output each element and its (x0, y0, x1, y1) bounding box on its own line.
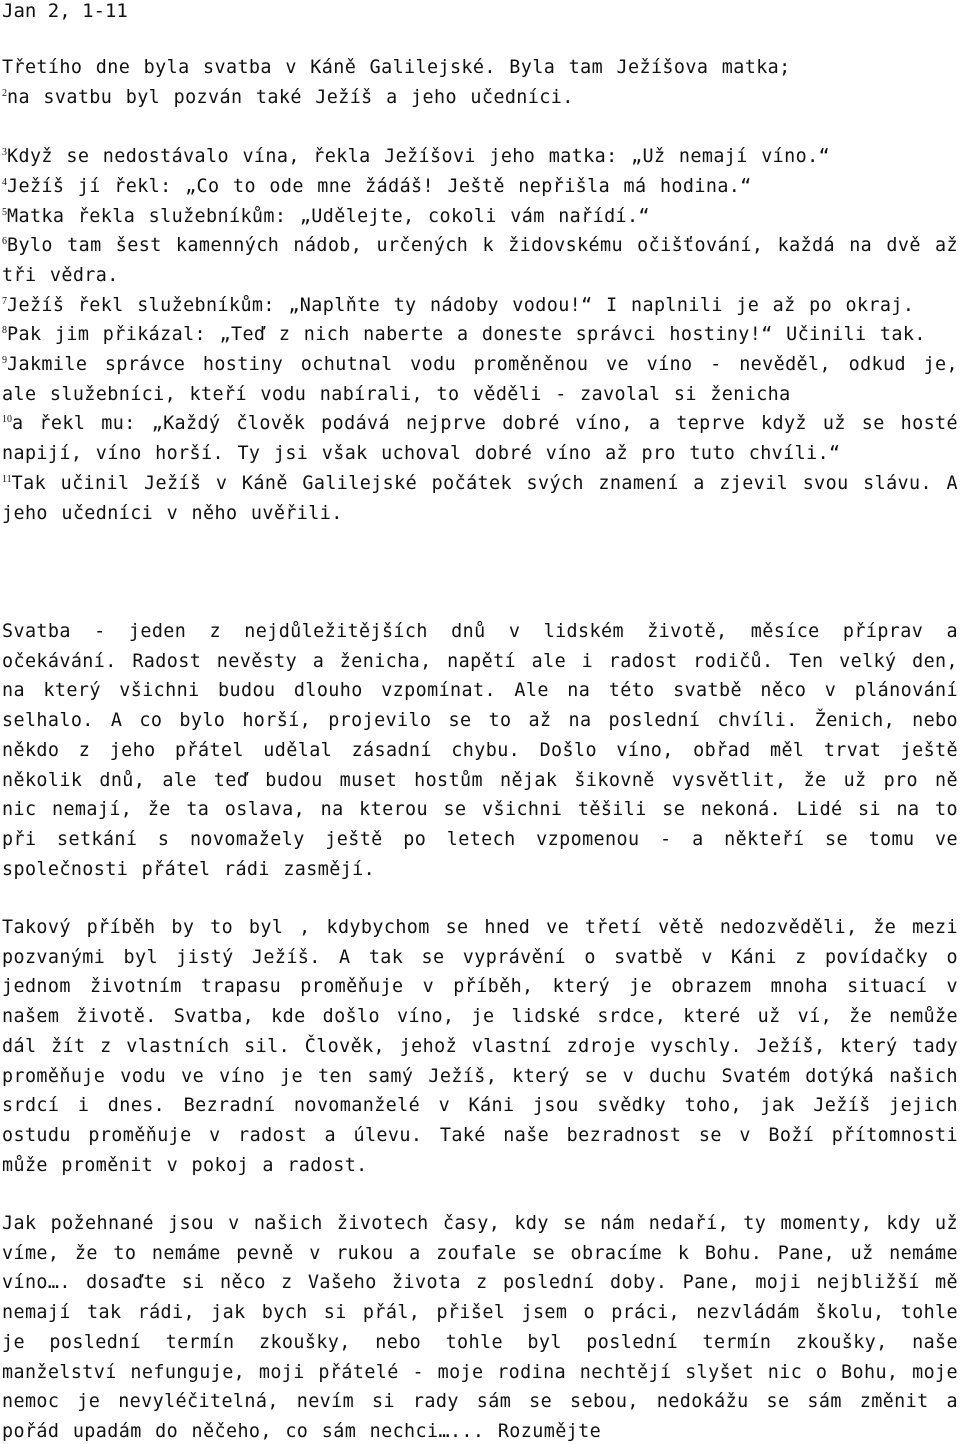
verse-text: a řekl mu: „Každý člověk podává nejprve dobré víno, a teprve když už se hosté napijí, víno horší. Ty jsi však uchoval dobré víno až pro tuto chvíli.“ (2, 413, 958, 465)
verse-text: Když se nedostávalo vína, řekla Ježíšovi jeho matka: „Už nemají víno.“ (7, 146, 831, 168)
verse-1 (2, 53, 958, 83)
verse-11 (2, 469, 958, 528)
verse-number: 7 (2, 295, 7, 307)
verse-10 (2, 409, 958, 468)
verse-text: Matka řekla služebníkům: „Udělejte, cokoli vám nařídí.“ (7, 205, 650, 227)
scripture-reference: Jan 2, 1-11 (2, 0, 128, 22)
commentary-paragraph-2: Takový příběh by to byl , kdybychom se hned ve třetí větě nedozvěděli, že mezi pozvanými byl jistý Ježíš. A tak se vyprávění o svatbě v Káni z povídačky o jednom životním trapasu proměňuje v příběh, který je obrazem mnoha situací v našem životě. Svatba, kde došlo víno, je lidské srdce, které už ví, že nemůže dál žít z vlastních sil. Člověk, jehož vlastní zdroje vyschly. Ježíš, který tady proměňuje vodu ve víno je ten samý Ježíš, který se v duchu Svatém dotýká našich srdcí i dnes. Bezradní novomanželé v Káni jsou svědky toho, jak Ježíš jejich ostudu proměňuje v radost a úlevu. Také naše bezradnost se v Boží přítomnosti může proměnit v pokoj a radost. (2, 917, 958, 1176)
verse-8 (2, 320, 958, 350)
verse-text: na svatbu byl pozván také Ježíš a jeho učedníci. (7, 86, 574, 108)
verse-4 (2, 172, 958, 202)
verse-text: Ježíš jí řekl: „Co to ode mne žádáš! Ještě nepřišla má hodina.“ (7, 175, 752, 197)
verse-2 (2, 83, 958, 113)
verse-7 (2, 291, 958, 321)
verse-6 (2, 231, 958, 290)
commentary-paragraph-3: Jak požehnané jsou v našich životech časy, kdy se nám nedaří, ty momenty, kdy už víme, že to nemáme pevně v rukou a zoufale se obracíme k Bohu. Pane, už nemáme víno…. dosaďte si něco z Vašeho života z poslední doby. Pane, moji nejbližší mě nemají tak rádi, jak bych si přál, přišel jsem o práci, nezvládám školu, tohle je poslední termín zkoušky, nebo tohle byl poslední termín zkoušky, naše manželství nefunguje, moji přátelé - moje rodina nechtějí slyšet nic o Bohu, moje nemoc je nevyléčitelná, nevím si rady sám se sebou, nedokážu se sám změnit a pořád upadám do něčeho, co sám nechci…... Rozumějte (2, 1213, 958, 1442)
verse-text: Bylo tam šest kamenných nádob, určených k židovskému očišťování, každá na dvě až tři vědra. (2, 235, 958, 286)
verse-number: 6 (2, 236, 7, 248)
verse-9 (2, 350, 958, 409)
verse-number: 5 (2, 206, 7, 218)
verse-3 (2, 142, 958, 172)
verse-text: Jakmile správce hostiny ochutnal vodu proměněnou ve víno - nevěděl, odkud je, ale služebníci, kteří vodu nabírali, to věděli - zavolal si ženicha (2, 354, 958, 405)
verse-number: 10 (2, 414, 12, 426)
verse-number: 2 (2, 87, 7, 99)
verse-text: Ježíš řekl služebníkům: „Naplňte ty nádoby vodou!“ I naplnili je až po okraj. (7, 294, 915, 316)
verse-number: 4 (2, 176, 7, 188)
commentary-paragraph-1: Svatba - jeden z nejdůležitějších dnů v lidském životě, měsíce příprav a očekávání. Radost nevěsty a ženicha, napětí ale i radost rodičů. Ten velký den, na který všichni budou dlouho vzpomínat. Ale na této svatbě něco v plánování selhalo. A co bylo horší, projevilo se to až na poslední chvíli. Ženich, nebo někdo z jeho přátel udělal zásadní chybu. Došlo víno, obřad měl trvat ještě několik dnů, ale teď budou muset hostům nějak šikovně vysvětlit, že už pro ně nic nemají, že ta oslava, na kterou se všichni těšili se nekoná. Lidé si na to při setkání s novomažely ještě po letech vzpomenou - a někteří se tomu ve společnosti přátel rádi zasmějí. (2, 621, 958, 880)
verse-number: 11 (2, 473, 12, 485)
verse-number: 9 (2, 355, 7, 367)
verse-text: Třetího dne byla svatba v Káně Galilejské. Byla tam Ježíšova matka; (2, 57, 791, 78)
verse-number: 8 (2, 325, 7, 337)
scripture-passage (2, 53, 958, 528)
verse-number: 3 (2, 147, 7, 159)
verse-blank (2, 112, 958, 142)
verse-text: Tak učinil Ježíš v Káně Galilejské počátek svých znamení a zjevil svou slávu. A jeho učedníci v něho uvěřili. (2, 472, 958, 524)
verse-5 (2, 202, 958, 232)
verse-text: Pak jim přikázal: „Teď z nich naberte a doneste správci hostiny!“ Učinili tak. (7, 324, 926, 346)
